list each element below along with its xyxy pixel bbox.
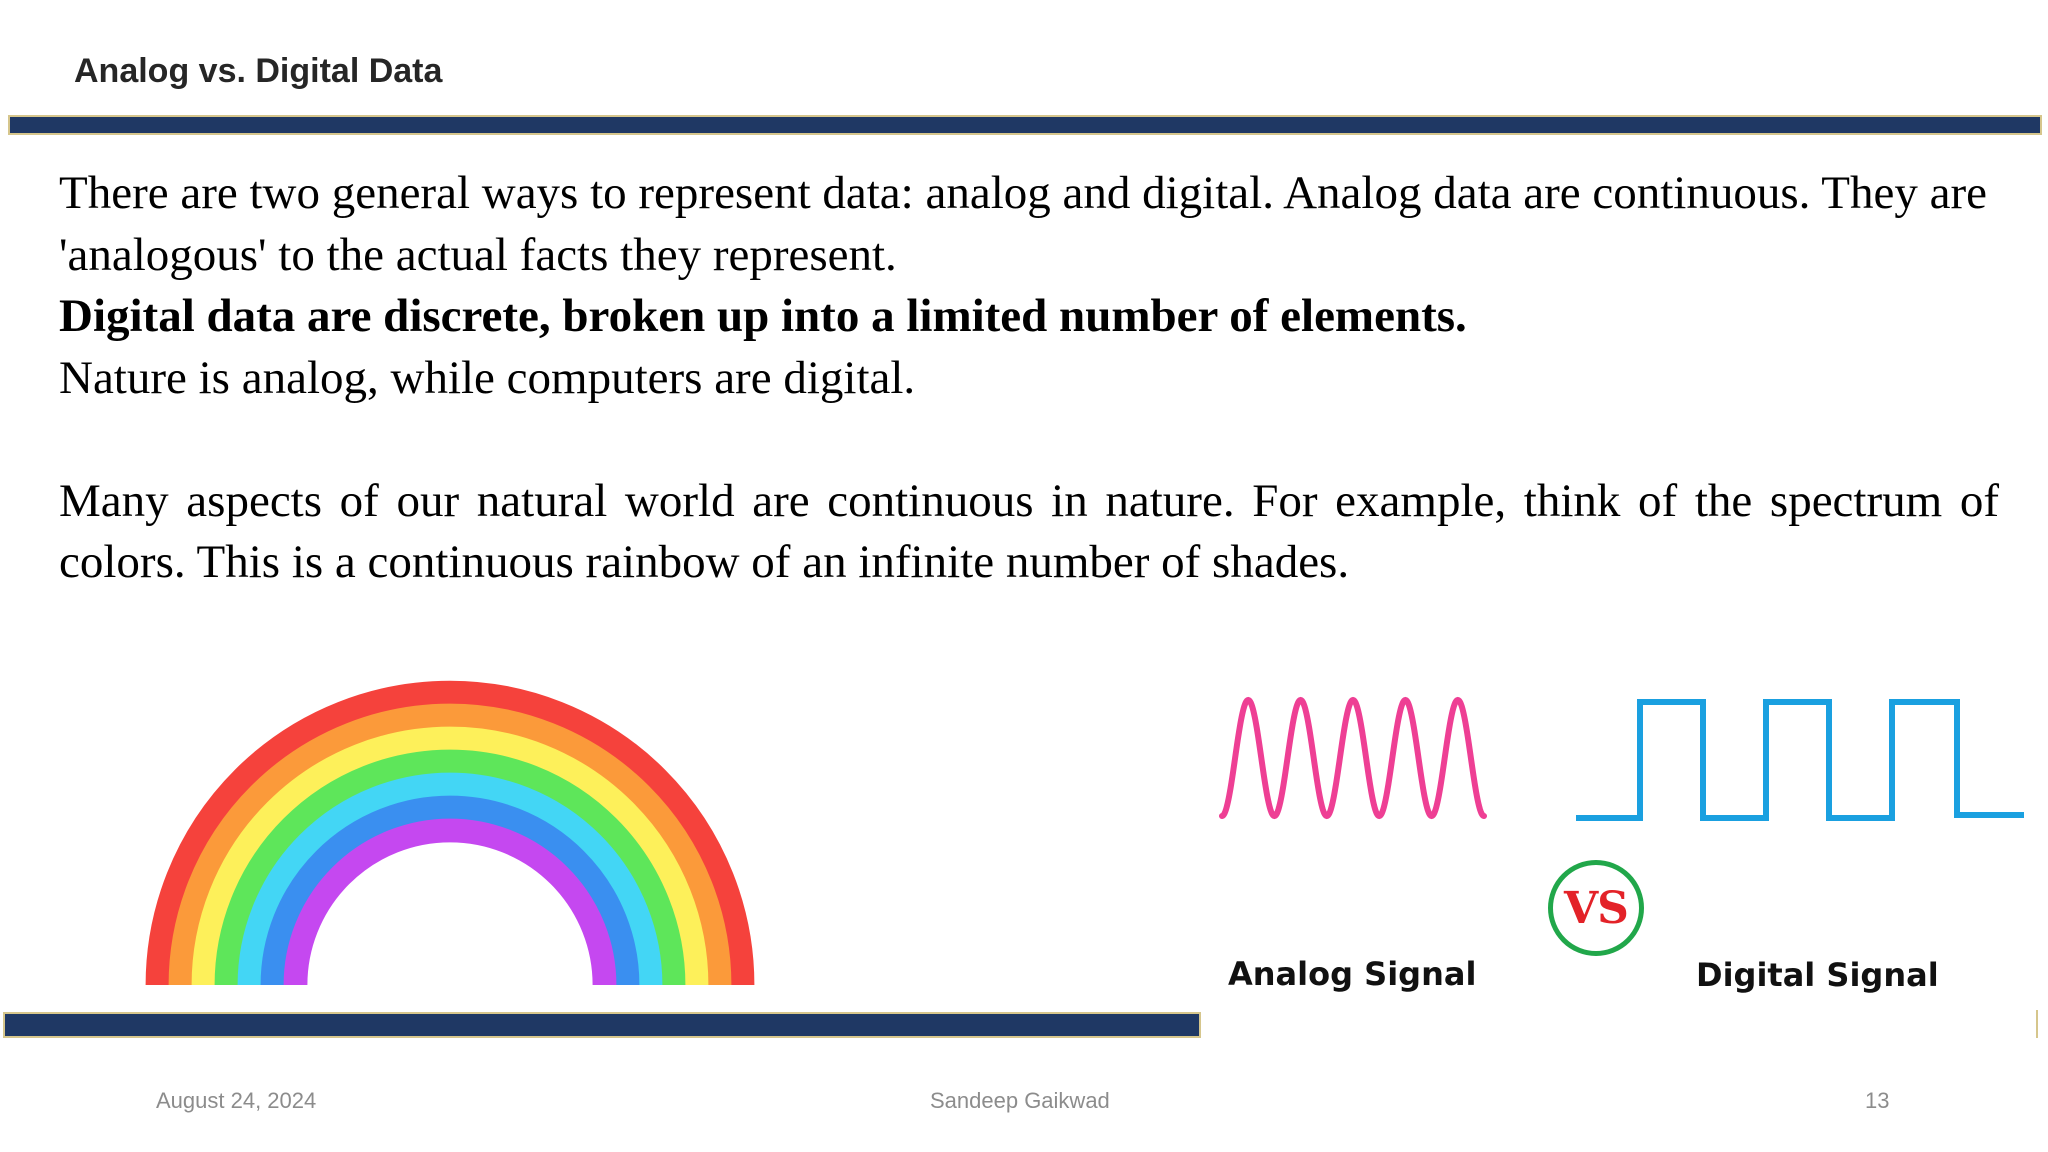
rainbow-image	[140, 675, 760, 995]
digital-signal-label: Digital Signal	[1696, 956, 1939, 994]
analog-signal-label: Analog Signal	[1228, 955, 1477, 993]
rainbow-arcs	[158, 693, 743, 985]
paragraph-color-spectrum: Many aspects of our natural world are continuous in nature. For example, think of the spectrum of colors. This is a continuous rainbow of an infinite number of shades.	[59, 474, 1999, 588]
paragraph-digital-definition: Digital data are discrete, broken up into a limited number of elements.	[59, 290, 1467, 342]
footer-page-number: 13	[1865, 1088, 1890, 1113]
paragraph-analog-definition: There are two general ways to represent data: analog and digital. Analog data are continuous. They are 'analogous' to the actual facts they represent.	[59, 167, 1987, 281]
analog-wave-icon	[1222, 700, 1484, 816]
title-divider-bar	[8, 115, 2042, 135]
slide-title: Analog vs. Digital Data	[74, 52, 443, 90]
slide-body	[59, 163, 1999, 594]
paragraph-nature-vs-computers: Nature is analog, while computers are digital.	[59, 351, 916, 404]
footer-date: August 24, 2024	[156, 1088, 317, 1113]
footer-author: Sandeep Gaikwad	[930, 1088, 1110, 1113]
footer-divider-end-mark	[2036, 1010, 2038, 1038]
footer-divider-bar	[3, 1012, 1201, 1038]
digital-square-wave-icon	[1576, 702, 2024, 818]
vs-badge: VS	[1548, 860, 1644, 956]
